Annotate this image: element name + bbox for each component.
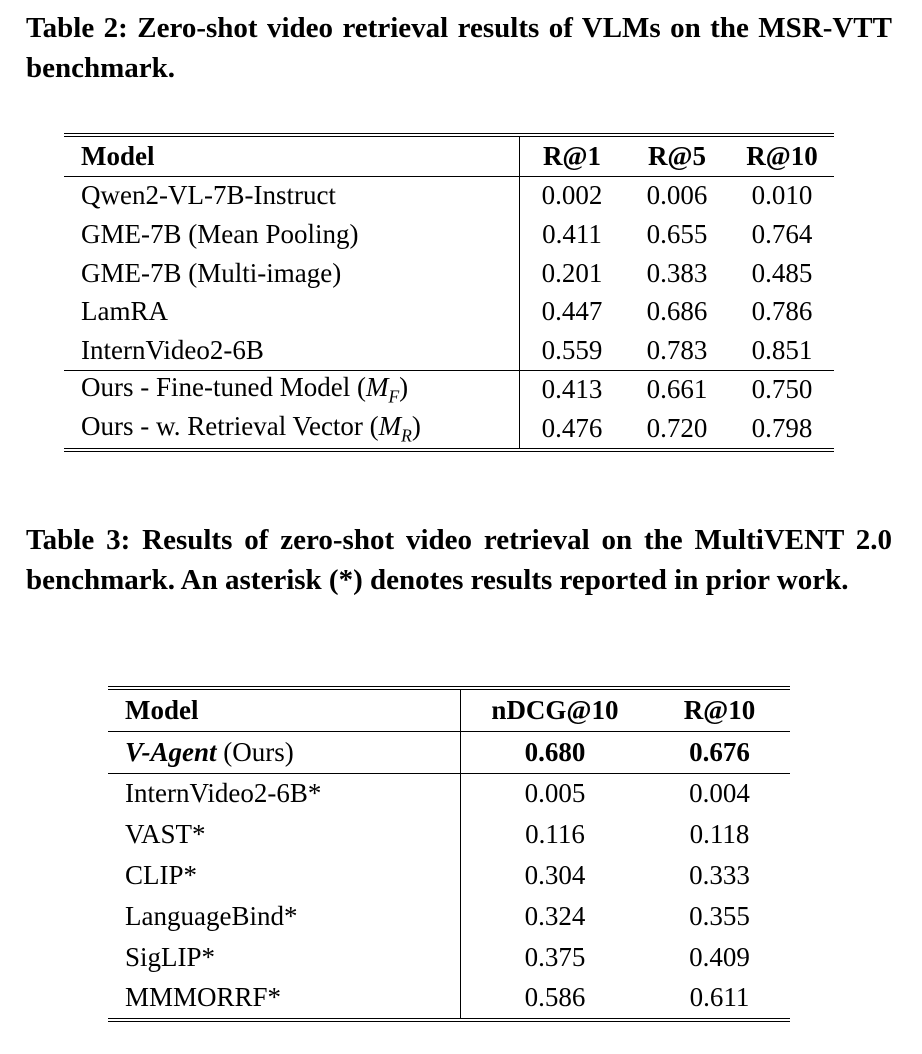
model-cell [64,370,520,409]
model-name-emphasis: V-Agent [125,736,217,767]
model-cell: GME-7B (Mean Pooling) [64,215,520,254]
column-header: nDCG@10 [491,694,619,725]
r1-cell: 0.559 [541,334,603,365]
r10-cell: 0.764 [751,218,813,249]
model-name-prefix: Ours - Fine-tuned Model ( [81,372,366,403]
column-header: Model [64,135,520,176]
table-2-caption: Table 2: Zero-shot video retrieval results of VLMs on the MSR-VTT benchmark. [26,12,892,84]
r5-cell: 0.383 [646,257,708,288]
model-variable: $M_R$ [378,410,412,446]
r10-cell: 0.798 [751,412,813,443]
table-row [108,814,790,855]
table-row [108,855,790,896]
model-cell: LamRA [64,292,520,331]
model-cell [108,731,461,773]
model-name-suffix: ) [411,410,421,441]
table-row [64,176,834,215]
table-header-row [64,135,834,176]
r1-cell: 0.413 [541,374,603,405]
r10-cell: 0.333 [689,860,750,891]
table-row-ours [108,731,790,773]
table-3 [108,686,790,1022]
model-subscript: F [388,386,400,407]
r5-cell: 0.006 [646,180,708,211]
r10-cell: 0.355 [689,900,750,931]
r5-cell: 0.720 [646,412,708,443]
ndcg10-cell: 0.375 [524,941,586,972]
table-row [108,896,790,937]
model-cell: CLIP* [108,855,461,896]
model-cell: GME-7B (Multi-image) [64,254,520,293]
r1-cell: 0.201 [541,257,603,288]
model-cell: MMMORRF* [108,978,461,1021]
r10-cell: 0.004 [689,778,750,809]
model-name-suffix: (Ours) [216,736,294,767]
model-cell [64,409,520,450]
table-row [108,978,790,1021]
r10-cell: 0.851 [751,334,813,365]
model-name-prefix: Ours - w. Retrieval Vector ( [81,410,379,441]
table-row [64,215,834,254]
column-header: R@10 [746,140,818,171]
table-row [64,409,834,450]
r5-cell: 0.661 [646,374,708,405]
r1-cell: 0.476 [541,412,603,443]
r10-cell: 0.485 [751,257,813,288]
table-header-row [108,688,790,731]
model-name-suffix: ) [399,372,409,403]
column-header: R@5 [647,140,707,171]
ndcg10-cell: 0.680 [524,736,586,767]
table-row [108,773,790,814]
table-row [64,254,834,293]
r1-cell: 0.002 [541,180,603,211]
r5-cell: 0.655 [646,218,708,249]
table-row [64,370,834,409]
table-row [64,331,834,370]
r10-cell: 0.786 [751,296,813,327]
model-cell: SigLIP* [108,937,461,978]
model-cell: InternVideo2-6B* [108,773,461,814]
r1-cell: 0.447 [541,296,603,327]
model-subscript: R [401,425,412,446]
r1-cell: 0.411 [542,218,602,249]
ndcg10-cell: 0.116 [525,819,585,850]
ndcg10-cell: 0.586 [524,982,586,1013]
model-cell: InternVideo2-6B [64,331,520,370]
table-row [108,937,790,978]
model-cell: Qwen2-VL-7B-Instruct [64,176,520,215]
r10-cell: 0.010 [751,180,813,211]
r10-cell: 0.409 [689,941,750,972]
r10-cell: 0.118 [689,819,750,850]
r10-cell: 0.676 [689,736,750,767]
ndcg10-cell: 0.324 [524,900,586,931]
r10-cell: 0.750 [751,374,813,405]
table-row [64,292,834,331]
column-header: R@1 [542,140,602,171]
model-cell: VAST* [108,814,461,855]
table-2 [64,133,834,452]
r10-cell: 0.611 [689,982,750,1013]
table-3-caption: Table 3: Results of zero-shot video retrieval on the MultiVENT 2.0 benchmark. An asterisk (*) denotes results reported in prior work. [26,524,892,596]
ndcg10-cell: 0.005 [524,778,586,809]
model-cell: LanguageBind* [108,896,461,937]
column-header: R@10 [683,694,756,725]
r5-cell: 0.783 [646,334,708,365]
column-header: Model [108,688,461,731]
ndcg10-cell: 0.304 [524,860,586,891]
r5-cell: 0.686 [646,296,708,327]
model-variable: $M_F$ [365,372,400,407]
